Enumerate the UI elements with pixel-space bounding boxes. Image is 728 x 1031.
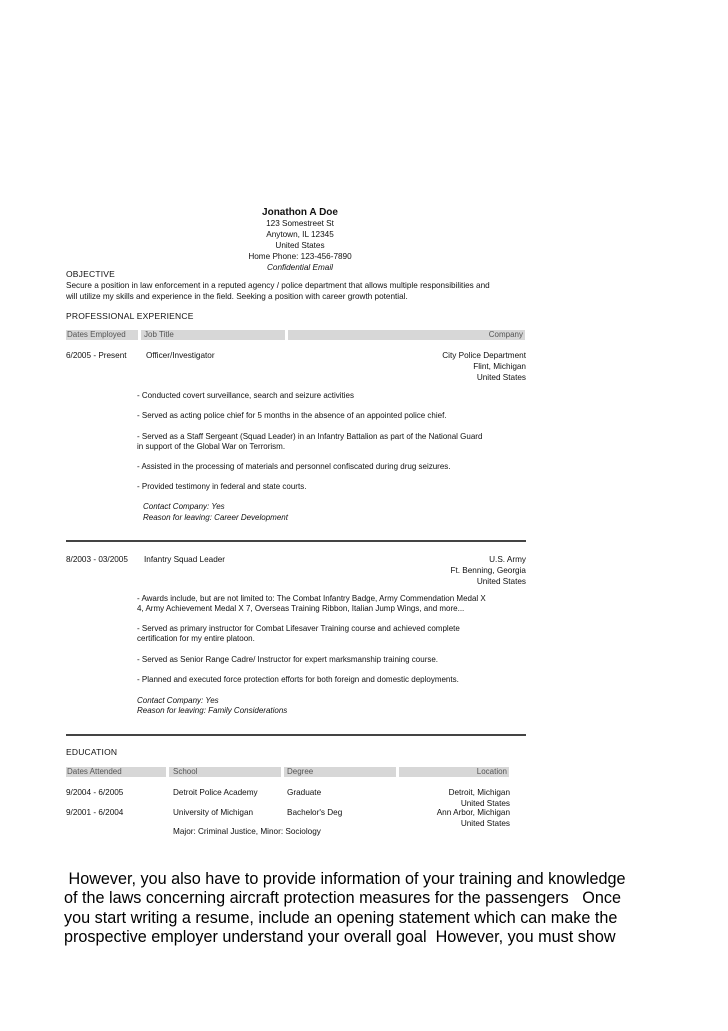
edu-degree: Graduate [287,788,322,797]
experience-title: PROFESSIONAL EXPERIENCE [66,311,194,321]
education-header-degree: Degree [284,767,396,777]
address-line-2: Anytown, IL 12345 [266,230,334,239]
job-bullet: - Served as a Staff Sergeant (Squad Leader) in an Infantry Battalion as part of the National Guard [137,432,483,441]
job-bullet: in support of the Global War on Terrorism. [137,442,286,451]
edu-degree: Bachelor's Deg [287,808,343,817]
job-title: Officer/Investigator [146,351,215,360]
job-contact: Contact Company: Yes [137,696,219,705]
objective-line-2: will utilize my skills and experience in the field. Seeking a position with career growth potential. [66,292,408,301]
education-header-dates: Dates Attended [66,767,166,777]
objective-line-1: Secure a position in law enforcement in a reputed agency / police department that allows multiple responsibilities and [66,281,490,290]
job-reason: Reason for leaving: Career Development [143,513,288,522]
edu-dates: 9/2004 - 6/2005 [66,788,124,797]
section-divider [66,540,526,542]
job-contact: Contact Company: Yes [143,502,225,511]
objective-title: OBJECTIVE [66,269,116,279]
address-country: United States [275,241,325,250]
job-bullet: - Served as Senior Range Cadre/ Instructor for expert marksmanship training course. [137,655,439,664]
resume-header [230,207,370,273]
job-bullet: certification for my entire platoon. [137,634,255,643]
education-title: EDUCATION [66,747,118,757]
edu-school: University of Michigan [173,808,254,817]
education-header-school: School [169,767,281,777]
address-line-1: 123 Somestreet St [266,219,334,228]
email: Confidential Email [267,263,333,272]
job-title: Infantry Squad Leader [144,555,226,564]
job-bullet: - Assisted in the processing of materials and personnel confiscated during drug seizures. [137,462,451,471]
job-bullet: - Conducted covert surveillance, search and seizure activities [137,391,354,400]
edu-school: Detroit Police Academy [173,788,258,797]
job-bullet: - Served as acting police chief for 5 months in the absence of an appointed police chief. [137,411,447,420]
applicant-name: Jonathon A Doe [262,207,338,218]
edu-major: Major: Criminal Justice, Minor: Sociology [173,827,321,836]
job-bullet: 4, Army Achievement Medal X 7, Overseas Training Ribbon, Italian Jump Wings, and more... [137,604,465,613]
job-bullet: - Awards include, but are not limited to: The Combat Infantry Badge, Army Commendation Medal X [137,594,486,603]
job-bullet: - Served as primary instructor for Combat Lifesaver Training course and achieved complete [137,624,460,633]
job-dates: 8/2003 - 03/2005 [66,555,128,564]
job-bullet: - Planned and executed force protection efforts for both foreign and domestic deployments. [137,675,459,684]
home-phone: Home Phone: 123-456-7890 [248,252,352,261]
job-company: City Police Department Flint, Michigan United States [442,351,526,382]
edu-location: Detroit, Michigan United States [448,788,510,808]
body-paragraph: However, you also have to provide information of your training and knowledge of the laws concerning aircraft protection measures for the passengers Once you start writing a resume, include an opening statement which can make the prospective employer understand your overall goal However, you must show [64,870,626,947]
job-bullet: - Provided testimony in federal and state courts. [137,482,307,491]
edu-location: Ann Arbor, Michigan United States [436,808,510,828]
education-header-location: Location [399,767,509,777]
job-company: U.S. Army Ft. Benning, Georgia United States [450,555,526,586]
job-reason: Reason for leaving: Family Considerations [137,706,288,715]
edu-dates: 9/2001 - 6/2004 [66,808,124,817]
experience-header-company: Company [288,330,525,340]
section-divider [66,734,526,736]
experience-header-dates: Dates Employed [66,330,138,340]
experience-header-job: Job Title [141,330,285,340]
job-dates: 6/2005 - Present [66,351,127,360]
